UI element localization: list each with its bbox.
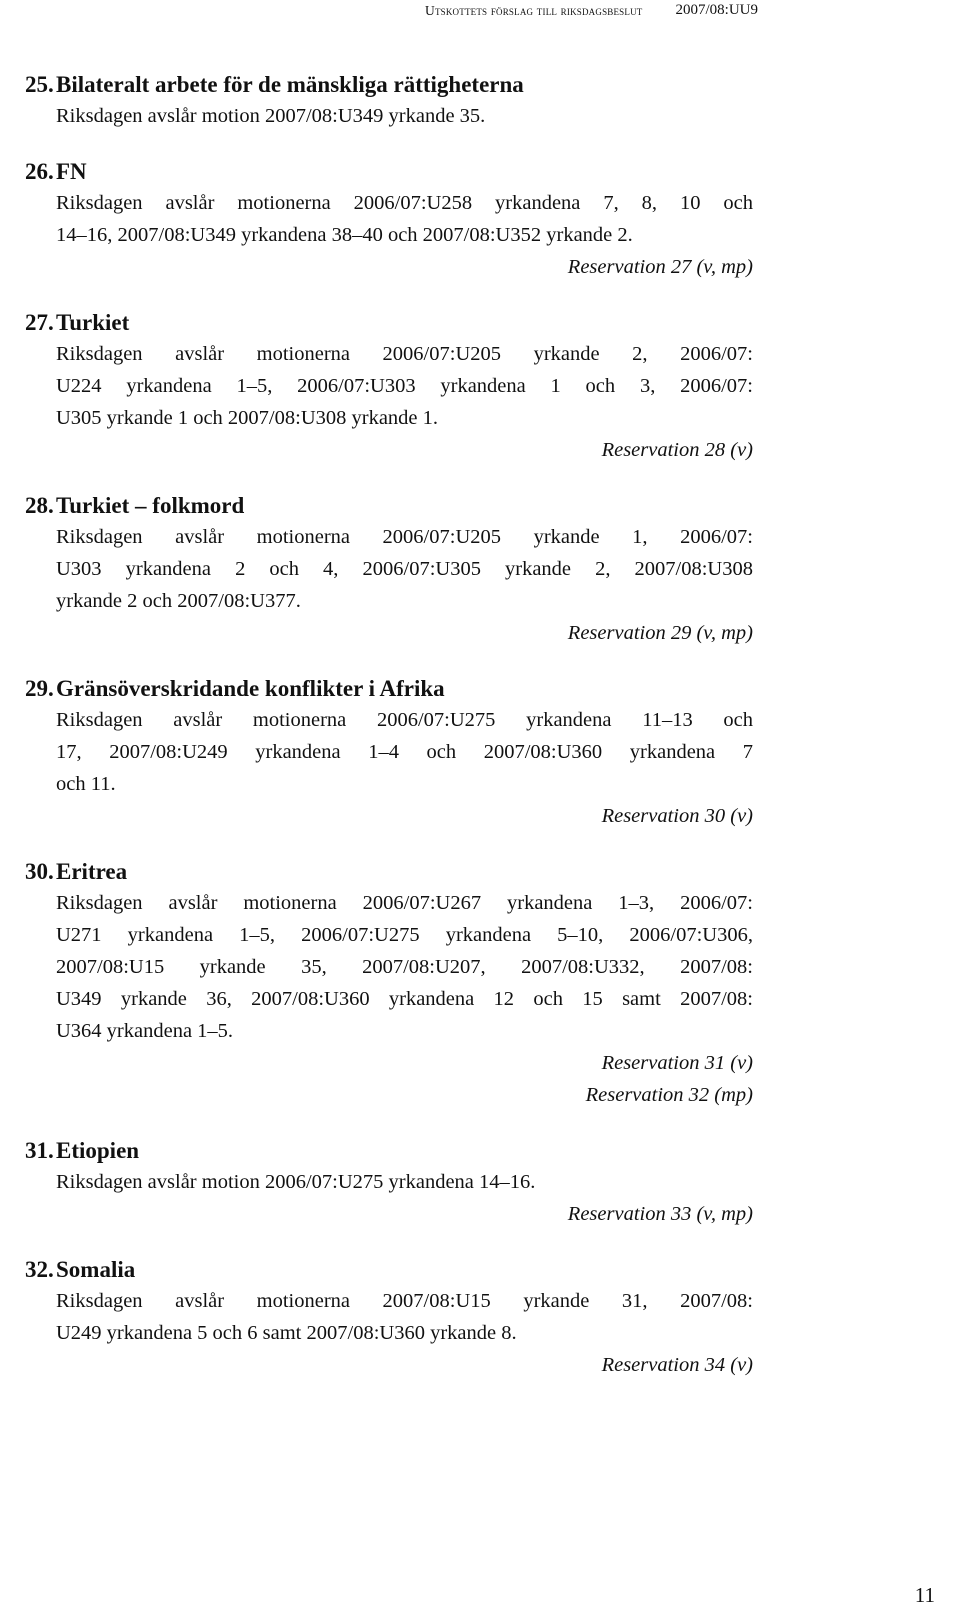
reservation-note: Reservation 30 (v) [601,805,753,827]
reservation-note: Reservation 33 (v, mp) [567,1203,753,1225]
item-heading [25,1254,753,1285]
reservation-note: Reservation 32 (mp) [585,1084,753,1106]
body-line: Riksdagen avslår motionerna 2006/07:U205 yrkande 1, 2006/07: [56,526,753,548]
item-body [56,1166,753,1198]
item-body [56,887,753,1047]
proposal-item [25,69,753,132]
body-line: Riksdagen avslår motionerna 2006/07:U275 yrkandena 11–13 och [56,709,753,731]
item-body [56,338,753,434]
reservation-note: Reservation 29 (v, mp) [567,622,753,644]
item-title: Turkiet – folkmord [56,493,245,518]
body-line: Riksdagen avslår motionerna 2006/07:U267 yrkandena 1–3, 2006/07: [56,892,753,914]
item-heading [25,856,753,887]
item-heading [25,156,753,187]
item-title: Turkiet [56,310,130,335]
reservation-note: Reservation 34 (v) [601,1354,753,1376]
proposal-list [25,69,753,1405]
body-line: U303 yrkandena 2 och 4, 2006/07:U305 yrkande 2, 2007/08:U308 [56,558,753,580]
body-line: U349 yrkande 36, 2007/08:U360 yrkandena 12 och 15 samt 2007/08: [56,988,753,1010]
page-header [425,3,758,27]
item-number: 27. [25,310,54,335]
item-number: 30. [25,859,54,884]
proposal-item [25,856,753,1111]
item-heading [25,307,753,338]
header-doc-id: 2007/08:UU9 [675,2,758,18]
item-heading [25,1135,753,1166]
body-line: Riksdagen avslår motion 2007/08:U349 yrkande 35. [56,105,486,127]
body-line: Riksdagen avslår motionerna 2007/08:U15 yrkande 31, 2007/08: [56,1290,753,1312]
body-line: U271 yrkandena 1–5, 2006/07:U275 yrkandena 5–10, 2006/07:U306, [56,924,753,946]
item-body [56,521,753,617]
body-line: U364 yrkandena 1–5. [56,1020,234,1042]
item-number: 31. [25,1138,54,1163]
body-line: U305 yrkande 1 och 2007/08:U308 yrkande 1. [56,407,439,429]
item-number: 32. [25,1257,54,1282]
body-line: 2007/08:U15 yrkande 35, 2007/08:U207, 2007/08:U332, 2007/08: [56,956,753,978]
body-line: och 11. [56,773,116,795]
item-number: 29. [25,676,54,701]
body-line: 17, 2007/08:U249 yrkandena 1–4 och 2007/08:U360 yrkandena 7 [56,741,753,763]
item-title: Eritrea [56,859,128,884]
body-line: Riksdagen avslår motion 2006/07:U275 yrkandena 14–16. [56,1171,536,1193]
proposal-item [25,1135,753,1230]
body-line: U249 yrkandena 5 och 6 samt 2007/08:U360 yrkande 8. [56,1322,517,1344]
proposal-item [25,307,753,466]
item-number: 25. [25,72,54,97]
reservation-note: Reservation 27 (v, mp) [567,256,753,278]
proposal-item [25,156,753,283]
proposal-item [25,490,753,649]
header-title: Utskottets förslag till riksdagsbeslut [425,3,643,18]
body-line: Riksdagen avslår motionerna 2006/07:U205 yrkande 2, 2006/07: [56,343,753,365]
page-number: 11 [914,1583,935,1607]
item-heading [25,69,753,100]
item-body [56,187,753,251]
item-title: Somalia [56,1257,136,1282]
item-title: Bilateralt arbete för de mänskliga rättigheterna [56,72,524,97]
body-line: U224 yrkandena 1–5, 2006/07:U303 yrkandena 1 och 3, 2006/07: [56,375,753,397]
item-title: Gränsöverskridande konflikter i Afrika [56,676,445,701]
item-number: 26. [25,159,54,184]
body-line: 14–16, 2007/08:U349 yrkandena 38–40 och 2007/08:U352 yrkande 2. [56,224,633,246]
proposal-item [25,1254,753,1381]
item-heading [25,673,753,704]
item-body [56,704,753,800]
item-body [56,100,753,132]
item-title: Etiopien [56,1138,140,1163]
item-title: FN [56,159,87,184]
body-line: yrkande 2 och 2007/08:U377. [56,590,301,612]
body-line: Riksdagen avslår motionerna 2006/07:U258 yrkandena 7, 8, 10 och [56,192,753,214]
item-heading [25,490,753,521]
reservation-note: Reservation 31 (v) [601,1052,753,1074]
item-body [56,1285,753,1349]
item-number: 28. [25,493,54,518]
reservation-note: Reservation 28 (v) [601,439,753,461]
proposal-item [25,673,753,832]
